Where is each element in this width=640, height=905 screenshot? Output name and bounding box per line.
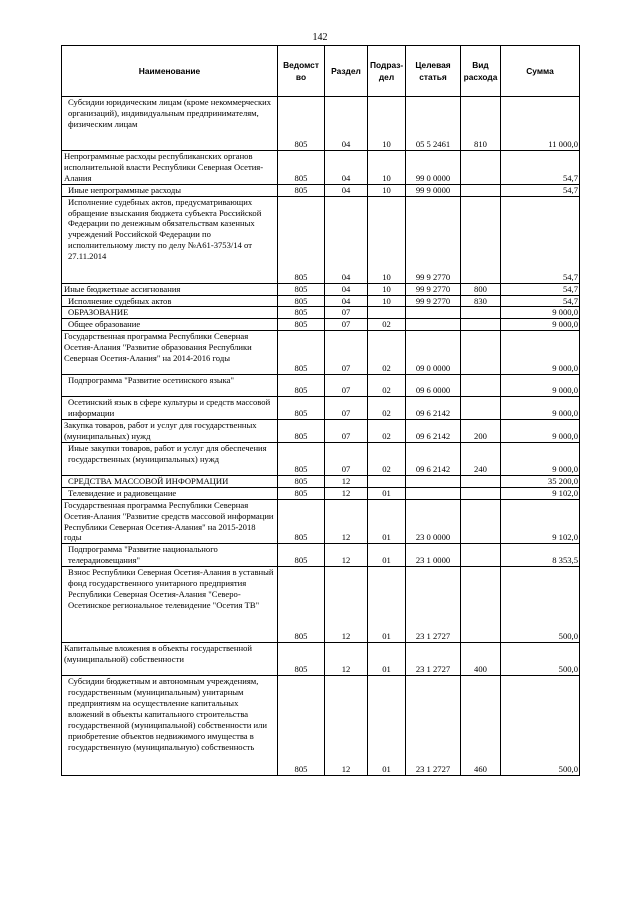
cell-name: Субсидии бюджетным и автономным учреждениям, государственным (муниципальным) унитарным предприятиям на осуществление капитальных вложений в объекты капитального строительства государственной (муниципальной) собственности или приобретение объектов недвижимого имущества в государственную (муниципальную) собственность [62,676,278,776]
table-row [62,295,580,307]
table-row [62,397,580,420]
cell-subsection: 01 [368,643,406,676]
cell-type [461,499,501,544]
cell-target: 99 9 0000 [406,184,461,196]
cell-type [461,196,501,283]
table-row [62,420,580,443]
cell-sum: 9 000,0 [501,307,580,319]
table-row [62,307,580,319]
table-row [62,375,580,397]
cell-dept: 805 [278,97,325,151]
cell-sum: 54,7 [501,283,580,295]
cell-subsection: 02 [368,331,406,375]
cell-target: 23 1 2727 [406,643,461,676]
cell-section: 12 [325,643,368,676]
cell-subsection: 10 [368,184,406,196]
cell-sum: 9 102,0 [501,487,580,499]
cell-subsection [368,307,406,319]
cell-type: 240 [461,442,501,475]
cell-section: 12 [325,544,368,567]
cell-sum: 9 000,0 [501,442,580,475]
cell-sum: 9 000,0 [501,331,580,375]
cell-target: 09 6 2142 [406,442,461,475]
cell-subsection: 01 [368,499,406,544]
cell-section: 12 [325,499,368,544]
cell-sum: 54,7 [501,151,580,185]
cell-name: Телевидение и радиовещание [62,487,278,499]
cell-section: 04 [325,97,368,151]
cell-subsection: 02 [368,442,406,475]
cell-subsection [368,475,406,487]
table-row [62,676,580,776]
cell-target: 23 0 0000 [406,499,461,544]
cell-target: 99 0 0000 [406,151,461,185]
cell-subsection: 10 [368,295,406,307]
table-row [62,319,580,331]
cell-type [461,307,501,319]
cell-dept: 805 [278,643,325,676]
cell-name: Исполнение судебных актов [62,295,278,307]
cell-dept: 805 [278,442,325,475]
cell-type: 200 [461,420,501,443]
cell-sum: 9 000,0 [501,319,580,331]
cell-section: 04 [325,151,368,185]
cell-target: 09 6 0000 [406,375,461,397]
cell-name: СРЕДСТВА МАССОВОЙ ИНФОРМАЦИИ [62,475,278,487]
cell-subsection: 10 [368,97,406,151]
cell-section: 12 [325,676,368,776]
cell-name: Подпрограмма "Развитие осетинского языка" [62,375,278,397]
header-sum: Сумма [501,46,580,97]
table-header-row [62,46,580,97]
cell-type [461,331,501,375]
cell-sum: 11 000,0 [501,97,580,151]
cell-sum: 9 000,0 [501,375,580,397]
cell-name: Иные непрограммные расходы [62,184,278,196]
cell-subsection: 01 [368,567,406,643]
cell-name: Подпрограмма "Развитие национального телерадиовещания" [62,544,278,567]
cell-section: 07 [325,397,368,420]
cell-name: Иные бюджетные ассигнования [62,283,278,295]
cell-sum: 9 000,0 [501,397,580,420]
cell-sum: 54,7 [501,184,580,196]
cell-target: 09 0 0000 [406,331,461,375]
cell-dept: 805 [278,295,325,307]
cell-target: 99 9 2770 [406,196,461,283]
cell-type [461,319,501,331]
cell-target: 09 6 2142 [406,420,461,443]
cell-name: Взнос Республики Северная Осетия-Алания в уставный фонд государственного унитарного предприятия Республики Северная Осетия-Алания "Северо-Осетинское региональное телевидение "Осетия ТВ" [62,567,278,643]
cell-subsection: 02 [368,375,406,397]
cell-section: 04 [325,196,368,283]
table-row [62,196,580,283]
cell-name: Капитальные вложения в объекты государственной (муниципальной) собственности [62,643,278,676]
cell-subsection: 02 [368,319,406,331]
cell-subsection: 02 [368,397,406,420]
table-row [62,442,580,475]
cell-dept: 805 [278,283,325,295]
cell-dept: 805 [278,331,325,375]
cell-name: ОБРАЗОВАНИЕ [62,307,278,319]
cell-target: 23 1 0000 [406,544,461,567]
cell-section: 12 [325,567,368,643]
cell-target [406,319,461,331]
cell-type [461,375,501,397]
cell-dept: 805 [278,307,325,319]
cell-section: 04 [325,283,368,295]
cell-type [461,151,501,185]
table-row [62,499,580,544]
cell-subsection: 10 [368,196,406,283]
cell-name: Непрограммные расходы республиканских органов исполнительной власти Республики Северная Осетия-Алания [62,151,278,185]
table-row [62,97,580,151]
cell-subsection: 01 [368,487,406,499]
cell-section: 04 [325,295,368,307]
cell-target [406,307,461,319]
cell-section: 12 [325,475,368,487]
header-dept: Ведомст во [278,46,325,97]
cell-sum: 54,7 [501,295,580,307]
cell-section: 07 [325,420,368,443]
cell-target [406,487,461,499]
page-number: 142 [312,32,328,43]
cell-sum: 9 102,0 [501,499,580,544]
cell-dept: 805 [278,196,325,283]
table-row [62,283,580,295]
header-name: Наименование [62,46,278,97]
table-row [62,331,580,375]
header-type: Вид расхода [461,46,501,97]
cell-type: 400 [461,643,501,676]
cell-type [461,544,501,567]
cell-type [461,567,501,643]
cell-type [461,475,501,487]
cell-subsection: 01 [368,544,406,567]
cell-type: 830 [461,295,501,307]
table-row [62,544,580,567]
table-row [62,475,580,487]
cell-section: 07 [325,319,368,331]
cell-sum: 500,0 [501,676,580,776]
cell-name: Субсидии юридическим лицам (кроме некоммерческих организаций), индивидуальным предпринимателям, физическим лицам [62,97,278,151]
table-row [62,643,580,676]
table-row [62,487,580,499]
cell-target: 09 6 2142 [406,397,461,420]
cell-name: Государственная программа Республики Северная Осетия-Алания "Развитие средств массовой информации Республики Северная Осетия-Алания" на 2015-2018 годы [62,499,278,544]
cell-dept: 805 [278,319,325,331]
cell-type [461,487,501,499]
cell-section: 07 [325,442,368,475]
cell-section: 07 [325,375,368,397]
cell-type: 460 [461,676,501,776]
cell-dept: 805 [278,487,325,499]
cell-dept: 805 [278,151,325,185]
cell-sum: 500,0 [501,567,580,643]
cell-dept: 805 [278,420,325,443]
header-subsection: Подраз- дел [368,46,406,97]
cell-type [461,397,501,420]
table-row [62,567,580,643]
cell-dept: 805 [278,544,325,567]
cell-name: Общее образование [62,319,278,331]
cell-sum: 500,0 [501,643,580,676]
cell-name: Закупка товаров, работ и услуг для государственных (муниципальных) нужд [62,420,278,443]
cell-subsection: 02 [368,420,406,443]
cell-target: 99 9 2770 [406,295,461,307]
header-section: Раздел [325,46,368,97]
cell-name: Государственная программа Республики Северная Осетия-Алания "Развитие образования Республики Северная Осетия-Алания" на 2014-2016 годы [62,331,278,375]
cell-subsection: 10 [368,283,406,295]
cell-dept: 805 [278,567,325,643]
cell-dept: 805 [278,676,325,776]
cell-dept: 805 [278,397,325,420]
cell-target: 23 1 2727 [406,567,461,643]
table-row [62,184,580,196]
cell-sum: 54,7 [501,196,580,283]
cell-name: Осетинский язык в сфере культуры и средств массовой информации [62,397,278,420]
cell-target: 99 9 2770 [406,283,461,295]
cell-sum: 35 200,0 [501,475,580,487]
cell-target [406,475,461,487]
cell-dept: 805 [278,499,325,544]
cell-sum: 9 000,0 [501,420,580,443]
cell-type: 800 [461,283,501,295]
cell-target: 23 1 2727 [406,676,461,776]
cell-dept: 805 [278,184,325,196]
cell-subsection: 01 [368,676,406,776]
cell-type [461,184,501,196]
cell-target: 05 5 2461 [406,97,461,151]
cell-type: 810 [461,97,501,151]
cell-section: 12 [325,487,368,499]
cell-dept: 805 [278,375,325,397]
cell-name: Исполнение судебных актов, предусматривающих обращение взыскания бюджета субъекта Российской Федерации по денежным обязательствам казенных учреждений Российской Федерации по исполнительному листу по делу №А61-3753/14 от 27.11.2014 [62,196,278,283]
cell-sum: 8 353,5 [501,544,580,567]
cell-section: 07 [325,331,368,375]
budget-table [61,45,580,776]
cell-name: Иные закупки товаров, работ и услуг для обеспечения государственных (муниципальных) нужд [62,442,278,475]
cell-section: 04 [325,184,368,196]
cell-section: 07 [325,307,368,319]
cell-dept: 805 [278,475,325,487]
table-row [62,151,580,185]
cell-subsection: 10 [368,151,406,185]
header-target: Целевая статья [406,46,461,97]
